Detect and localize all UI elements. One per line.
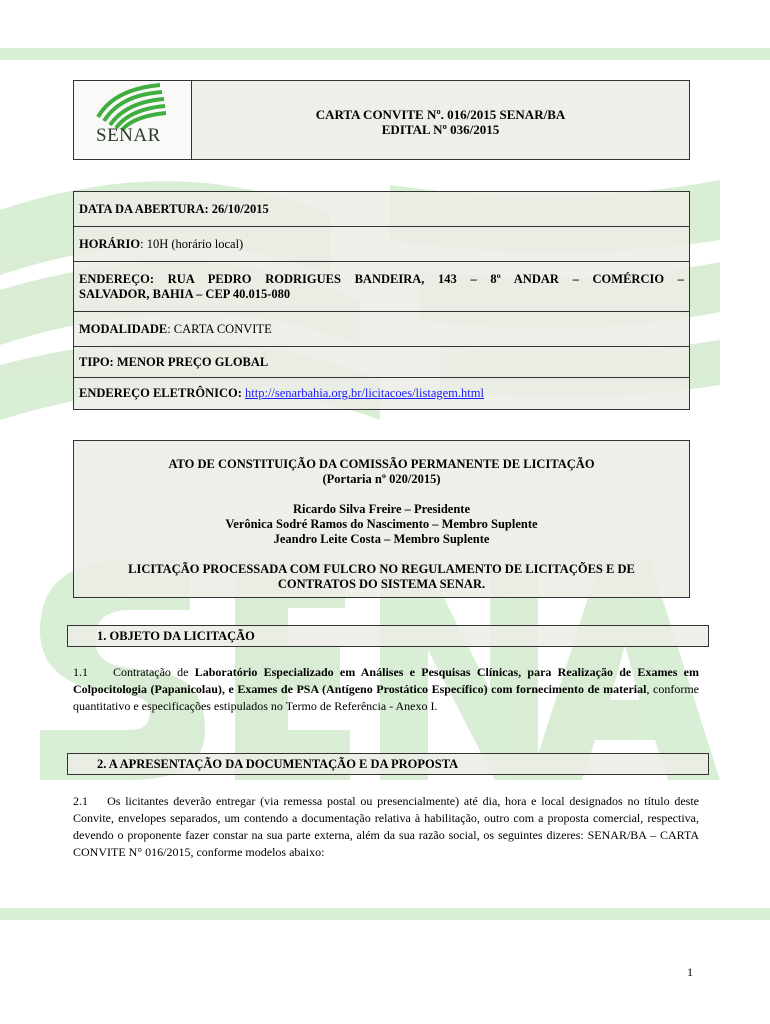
- abertura-row: DATA DA ABERTURA: 26/10/2015: [74, 192, 690, 227]
- eletronico-label: ENDEREÇO ELETRÔNICO:: [79, 386, 245, 400]
- modalidade-row: [74, 312, 690, 347]
- p1-text-a: Contratação de: [112, 665, 195, 679]
- commission-title: ATO DE CONSTITUIÇÃO DA COMISSÃO PERMANENTE DE LICITAÇÃO: [168, 457, 595, 471]
- page-number: 1: [687, 965, 693, 979]
- senar-logo-icon: [74, 81, 191, 159]
- commission-note-2: CONTRATOS DO SISTEMA SENAR.: [277, 577, 486, 591]
- header-box: [73, 80, 690, 160]
- endereco-row: [74, 262, 690, 312]
- endereco-line-2: SALVADOR, BAHIA – CEP 40.015-080: [79, 286, 291, 301]
- section-2-heading: 2. A APRESENTAÇÃO DA DOCUMENTAÇÃO E DA PROPOSTA: [67, 753, 709, 775]
- commission-member-2: Verônica Sodré Ramos do Nascimento – Membro Suplente: [225, 517, 538, 531]
- logo-cell: [74, 81, 192, 159]
- p1-text-c: , conforme quantitativo e especificações estipulados no Termo de Referência - Anexo I.: [73, 682, 699, 713]
- section-1-paragraph: [73, 664, 699, 715]
- endereco-line-1: ENDEREÇO: RUA PEDRO RODRIGUES BANDEIRA, 143 – 8º ANDAR – COMÉRCIO –: [79, 271, 684, 286]
- modalidade-label: MODALIDADE: [79, 321, 168, 336]
- eletronico-row: [74, 378, 690, 410]
- title-line-1: CARTA CONVITE Nº. 016/2015 SENAR/BA: [315, 107, 566, 122]
- p1-number: 1.1: [73, 665, 88, 679]
- section-2-paragraph: [73, 793, 699, 861]
- commission-member-3: Jeandro Leite Costa – Membro Suplente: [273, 532, 490, 546]
- title-line-2: EDITAL Nº 036/2015: [381, 122, 500, 137]
- horario-value: : 10H (horário local): [140, 236, 244, 251]
- section-1-heading: 1. OBJETO DA LICITAÇÃO: [67, 625, 709, 647]
- header-title: [192, 81, 689, 159]
- modalidade-value: : CARTA CONVITE: [167, 321, 272, 336]
- horario-row: [74, 227, 690, 262]
- commission-member-1: Ricardo Silva Freire – Presidente: [292, 502, 471, 516]
- commission-box: [73, 440, 690, 598]
- tipo-row: TIPO: MENOR PREÇO GLOBAL: [74, 347, 690, 378]
- p2-number: 2.1: [73, 794, 88, 808]
- p1-text-bold: Laboratório Especializado em Análises e Pesquisas Clínicas, para Realização de Exames em Colpocitologia (Papanicolau), e Exames de PSA (Antígeno Prostático Específico) com fornecimento de material: [73, 665, 699, 696]
- info-table: [73, 191, 690, 410]
- p2-text: Os licitantes deverão entregar (via remessa postal ou presencialmente) até dia, hora e local designados no título deste Convite, envelopes separados, um contendo a documentação relativa à habilitação, outro com a proposta comercial, respectiva, devendo o proponente fazer constar na sua parte externa, além da sua razão social, os seguintes dizeres: SENAR/BA – CARTA CONVITE N° 016/2015, conforme modelos abaixo:: [73, 794, 700, 859]
- commission-note-1: LICITAÇÃO PROCESSADA COM FULCRO NO REGULAMENTO DE LICITAÇÕES E DE: [128, 562, 635, 576]
- commission-portaria: (Portaria nº 020/2015): [322, 472, 441, 486]
- logo-text: SENAR: [96, 125, 161, 146]
- eletronico-link[interactable]: http://senarbahia.org.br/licitacoes/listagem.html: [245, 386, 484, 400]
- horario-label: HORÁRIO: [79, 236, 141, 251]
